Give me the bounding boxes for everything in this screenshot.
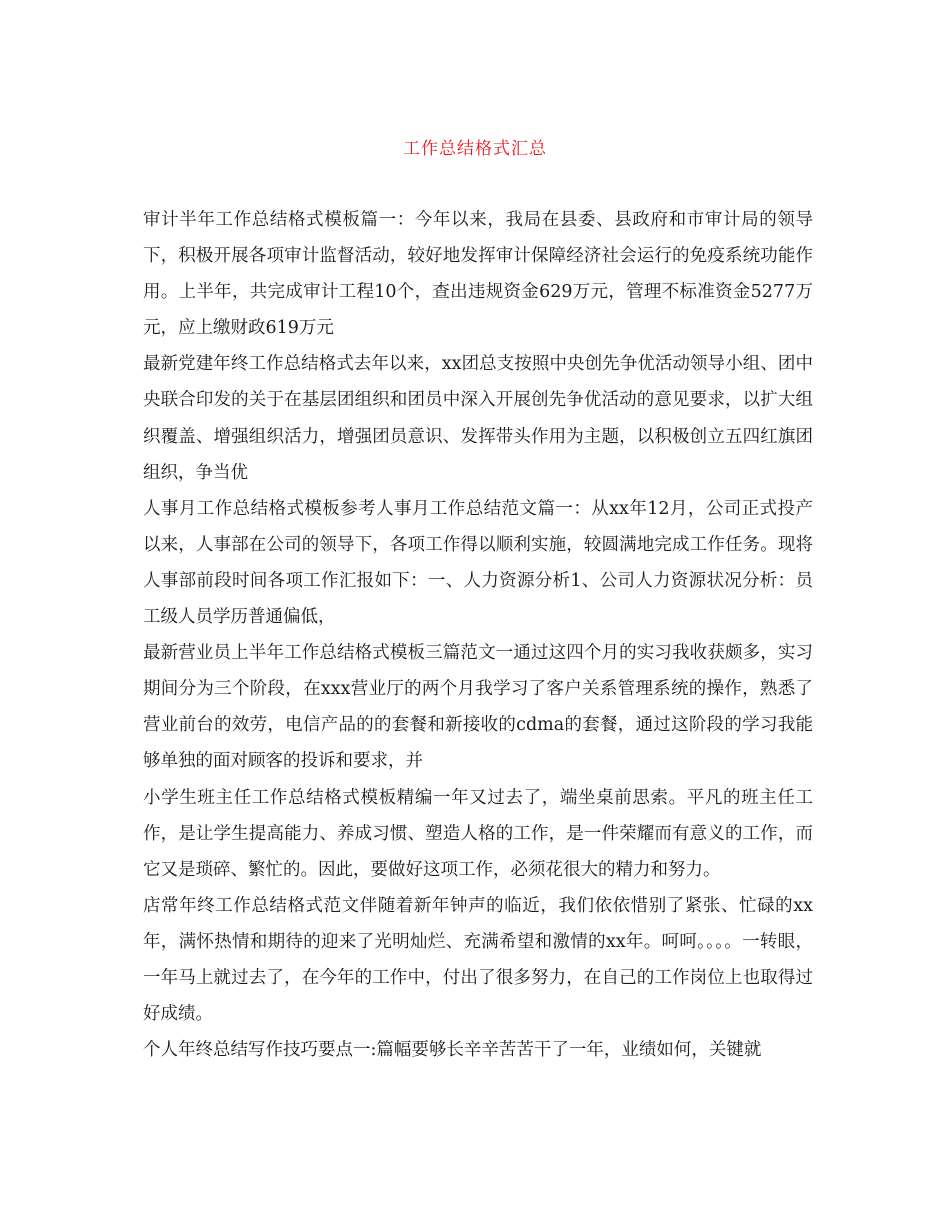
document-body [143, 202, 813, 1068]
paragraph-writing-tips: 个人年终总结写作技巧要点一:篇幅要够长辛辛苦苦干了一年，业绩如何，关键就 [143, 1040, 762, 1061]
paragraph-salesperson: 最新营业员上半年工作总结格式模板三篇范文一通过这四个月的实习我收获颇多，实习期间分为三个阶段，在xxx营业厅的两个月我学习了客户关系管理系统的操作，熟悉了营业前台的效劳，电信产品的的套餐和新接收的cdma的套餐，通过这阶段的学习我能够单独的面对顾客的投诉和要求，并 [143, 643, 813, 772]
paragraph-audit-summary: 审计半年工作总结格式模板篇一：今年以来，我局在县委、县政府和市审计局的领导下，积极开展各项审计监督活动，较好地发挥审计保障经济社会运行的免疫系统功能作用。上半年，共完成审计工程10个，查出违规资金629万元，管理不标准资金5277万元，应上缴财政619万元 [143, 210, 813, 339]
paragraph-hr-monthly: 人事月工作总结格式模板参考人事月工作总结范文篇一：从xx年12月，公司正式投产以来，人事部在公司的领导下，各项工作得以顺利实施，较圆满地完成工作任务。现将人事部前段时间各项工作汇报如下：一、人力资源分析1、公司人力资源状况分析：员工级人员学历普通偏低， [143, 498, 813, 628]
paragraph-class-teacher: 小学生班主任工作总结格式模板精编一年又过去了，端坐桌前思索。平凡的班主任工作，是让学生提高能力、养成习惯、塑造人格的工作，是一件荣耀而有意义的工作，而它又是琐碎、繁忙的。因此，要做好这项工作，必须花很大的精力和努力。 [143, 787, 813, 880]
paragraph-store-year-end: 店常年终工作总结格式范文伴随着新年钟声的临近，我们依依惜别了紧张、忙碌的xx年，满怀热情和期待的迎来了光明灿烂、充满希望和激情的xx年。呵呵。。。。一转眼，一年马上就过去了，在今年的工作中，付出了很多努力，在自己的工作岗位上也取得过好成绩。 [143, 895, 813, 1025]
paragraph-party-building: 最新党建年终工作总结格式去年以来，xx团总支按照中央创先争优活动领导小组、团中央联合印发的关于在基层团组织和团员中深入开展创先争优活动的意见要求，以扩大组织覆盖、增强组织活力，增强团员意识、发挥带头作用为主题，以积极创立五四红旗团组织，争当优 [143, 354, 813, 483]
document-title: 工作总结格式汇总 [403, 139, 547, 159]
